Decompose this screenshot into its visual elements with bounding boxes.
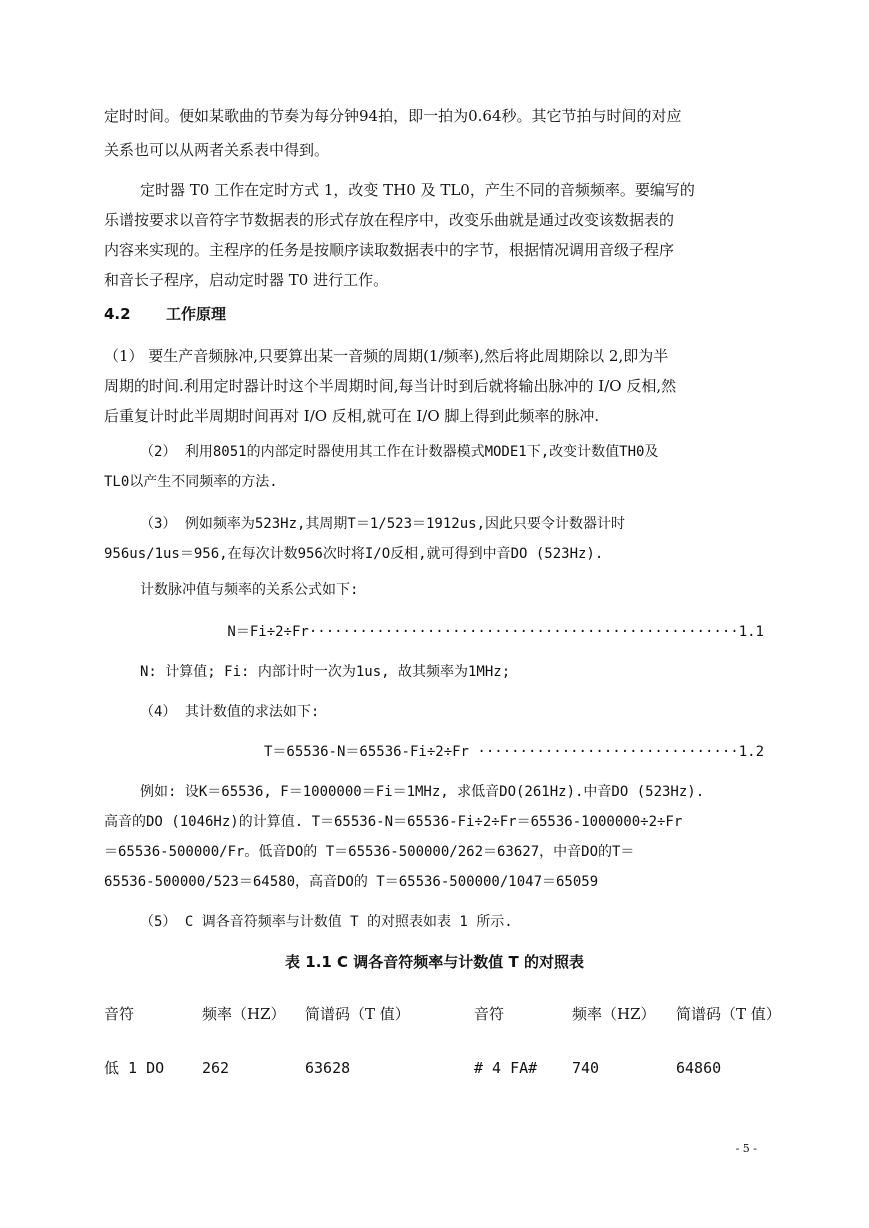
paragraph-line: ＝65536-500000/Fr。低音DO的 T＝65536-500000/262＝63627，中音DO的T＝ <box>104 844 635 860</box>
paragraph-line: 65536-500000/523＝64580，高音DO的 T＝65536-500000/1047＝65059 <box>104 874 599 890</box>
paragraph-line: 和音长子程序，启动定时器 T0 进行工作。 <box>104 271 389 289</box>
section-number: 4.2 <box>104 305 131 323</box>
paragraph-line: （1） 要生产音频脉冲,只要算出某一音频的周期(1/频率),然后将此周期除以 2,即为半 <box>104 347 669 365</box>
table-caption: 表 1.1 C 调各音符频率与计数值 T 的对照表 <box>285 953 584 971</box>
table-cell: 63628 <box>305 1059 351 1077</box>
paragraph-line: 关系也可以从两者关系表中得到。 <box>104 141 330 159</box>
table-cell: 低 1 DO <box>104 1059 165 1077</box>
page-number: - 5 - <box>735 1142 757 1155</box>
section-title: 工作原理 <box>166 305 227 323</box>
paragraph-line: 后重复计时此半周期时间再对 I/O 反相,就可在 I/O 脚上得到此频率的脉冲. <box>104 407 600 425</box>
formula-1: N＝Fi÷2÷Fr···················································1.1 <box>227 624 764 640</box>
paragraph-line: 高音的DO (1046Hz)的计算值. T＝65536-N＝65536-Fi÷2÷Fr＝65536-1000000÷2÷Fr <box>104 814 683 830</box>
paragraph-line: 内容来实现的。主程序的任务是按顺序读取数据表中的字节，根据情况调用音级子程序 <box>104 241 675 259</box>
table-cell: 740 <box>572 1059 600 1077</box>
table-header-cell: 音符 <box>474 1005 505 1023</box>
paragraph-line: （4） 其计数值的求法如下: <box>140 704 320 720</box>
paragraph-line: 定时时间。便如某歌曲的节奏为每分钟94拍，即一拍为0.64秒。其它节拍与时间的对应 <box>104 107 682 125</box>
table-cell: 262 <box>202 1059 230 1077</box>
paragraph-line: 周期的时间.利用定时器计时这个半周期时间,每当计时到后就将输出脉冲的 I/O 反相,然 <box>104 377 677 395</box>
table-cell: # 4 FA# <box>474 1059 538 1077</box>
section-heading <box>104 304 226 324</box>
table-header-cell: 简谱码（T 值） <box>305 1005 410 1023</box>
table-header-cell: 频率（HZ） <box>202 1005 286 1023</box>
paragraph-line: （3） 例如频率为523Hz,其周期T＝1/523＝1912us,因此只要令计数器计时 <box>140 516 626 532</box>
paragraph-line: 定时器 T0 工作在定时方式 1，改变 TH0 及 TL0，产生不同的音频频率。要编写的 <box>140 181 695 199</box>
paragraph-line: 计数脉冲值与频率的关系公式如下: <box>140 582 359 598</box>
table-header-cell: 音符 <box>104 1005 135 1023</box>
paragraph-line: （2） 利用8051的内部定时器使用其工作在计数器模式MODE1下,改变计数值TH0及 <box>140 444 659 460</box>
paragraph-line: TL0以产生不同频率的方法. <box>104 474 278 490</box>
paragraph-line: N: 计算值; Fi: 内部计时一次为1us, 故其频率为1MHz; <box>140 664 511 680</box>
table-cell: 64860 <box>676 1059 722 1077</box>
paragraph-line: 乐谱按要求以音符字节数据表的形式存放在程序中，改变乐曲就是通过改变该数据表的 <box>104 211 675 229</box>
paragraph-line: 例如: 设K＝65536, F＝1000000＝Fi＝1MHz, 求低音DO(261Hz).中音DO (523Hz). <box>140 784 705 800</box>
paragraph-line: （5） C 调各音符频率与计数值 T 的对照表如表 1 所示. <box>140 914 513 930</box>
paragraph-line: 956us/1us＝956,在每次计数956次时将I/O反相,就可得到中音DO (523Hz). <box>104 546 604 562</box>
table-header-cell: 频率（HZ） <box>572 1005 656 1023</box>
table-header-cell: 简谱码（T 值） <box>676 1005 781 1023</box>
formula-2: T＝65536-N＝65536-Fi÷2÷Fr ·······························1.2 <box>263 744 764 760</box>
